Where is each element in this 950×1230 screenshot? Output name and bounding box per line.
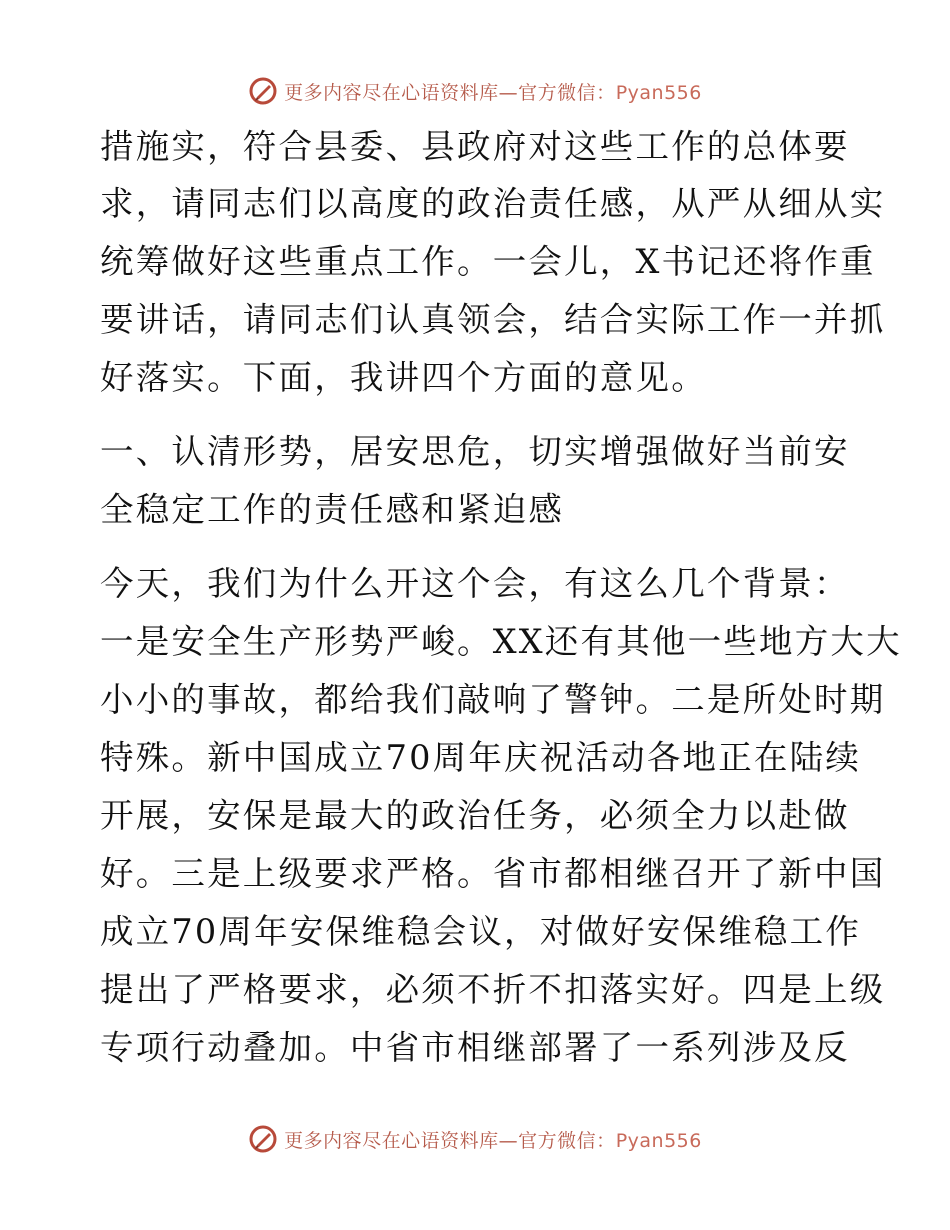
section-heading-line: 全稳定工作的责任感和紧迫感 [100, 490, 565, 529]
footer-text [284, 1126, 702, 1153]
text-line: 小小的事故，都给我们敲响了警钟。二是所处时期 [100, 680, 886, 719]
header-wechat-label: 官方微信： [518, 81, 616, 104]
header-dash: — [498, 81, 519, 104]
footer-wechat-id: Pyan556 [615, 1129, 702, 1152]
footer-brand: 更多内容尽在心语资料库 [284, 1129, 499, 1152]
text-line: 统筹做好这些重点工作。一会儿，X书记还将作重 [100, 242, 876, 281]
text-line: 开展，安保是最大的政治任务，必须全力以赴做 [100, 796, 850, 835]
text-line: 成立70周年安保维稳会议，对做好安保维稳工作 [100, 912, 862, 951]
footer-banner [0, 1122, 950, 1156]
pen-logo-icon [248, 1124, 278, 1154]
text-line: 提出了严格要求，必须不折不扣落实好。四是上级 [100, 970, 886, 1009]
text-line: 求，请同志们以高度的政治责任感，从严从细从实 [100, 184, 886, 223]
pen-logo-icon [248, 76, 278, 106]
footer-wechat-label: 官方微信： [518, 1129, 616, 1152]
text-line: 一是安全生产形势严峻。XX还有其他一些地方大大 [100, 622, 902, 661]
header-wechat-id: Pyan556 [615, 81, 702, 104]
section-heading-line: 一、认清形势，居安思危，切实增强做好当前安 [100, 432, 850, 471]
text-line: 好落实。下面，我讲四个方面的意见。 [100, 358, 707, 397]
header-text [284, 78, 702, 105]
text-line: 措施实，符合县委、县政府对这些工作的总体要 [100, 127, 850, 166]
text-line: 好。三是上级要求严格。省市都相继召开了新中国 [100, 854, 886, 893]
footer-dash: — [498, 1129, 519, 1152]
header-banner [0, 74, 950, 108]
header-brand: 更多内容尽在心语资料库 [284, 81, 499, 104]
text-line: 专项行动叠加。中省市相继部署了一系列涉及反 [100, 1028, 850, 1067]
text-line: 特殊。新中国成立70周年庆祝活动各地正在陆续 [100, 738, 862, 777]
text-line: 要讲话，请同志们认真领会，结合实际工作一并抓 [100, 300, 886, 339]
text-line: 今天，我们为什么开这个会，有这么几个背景： [100, 564, 850, 603]
